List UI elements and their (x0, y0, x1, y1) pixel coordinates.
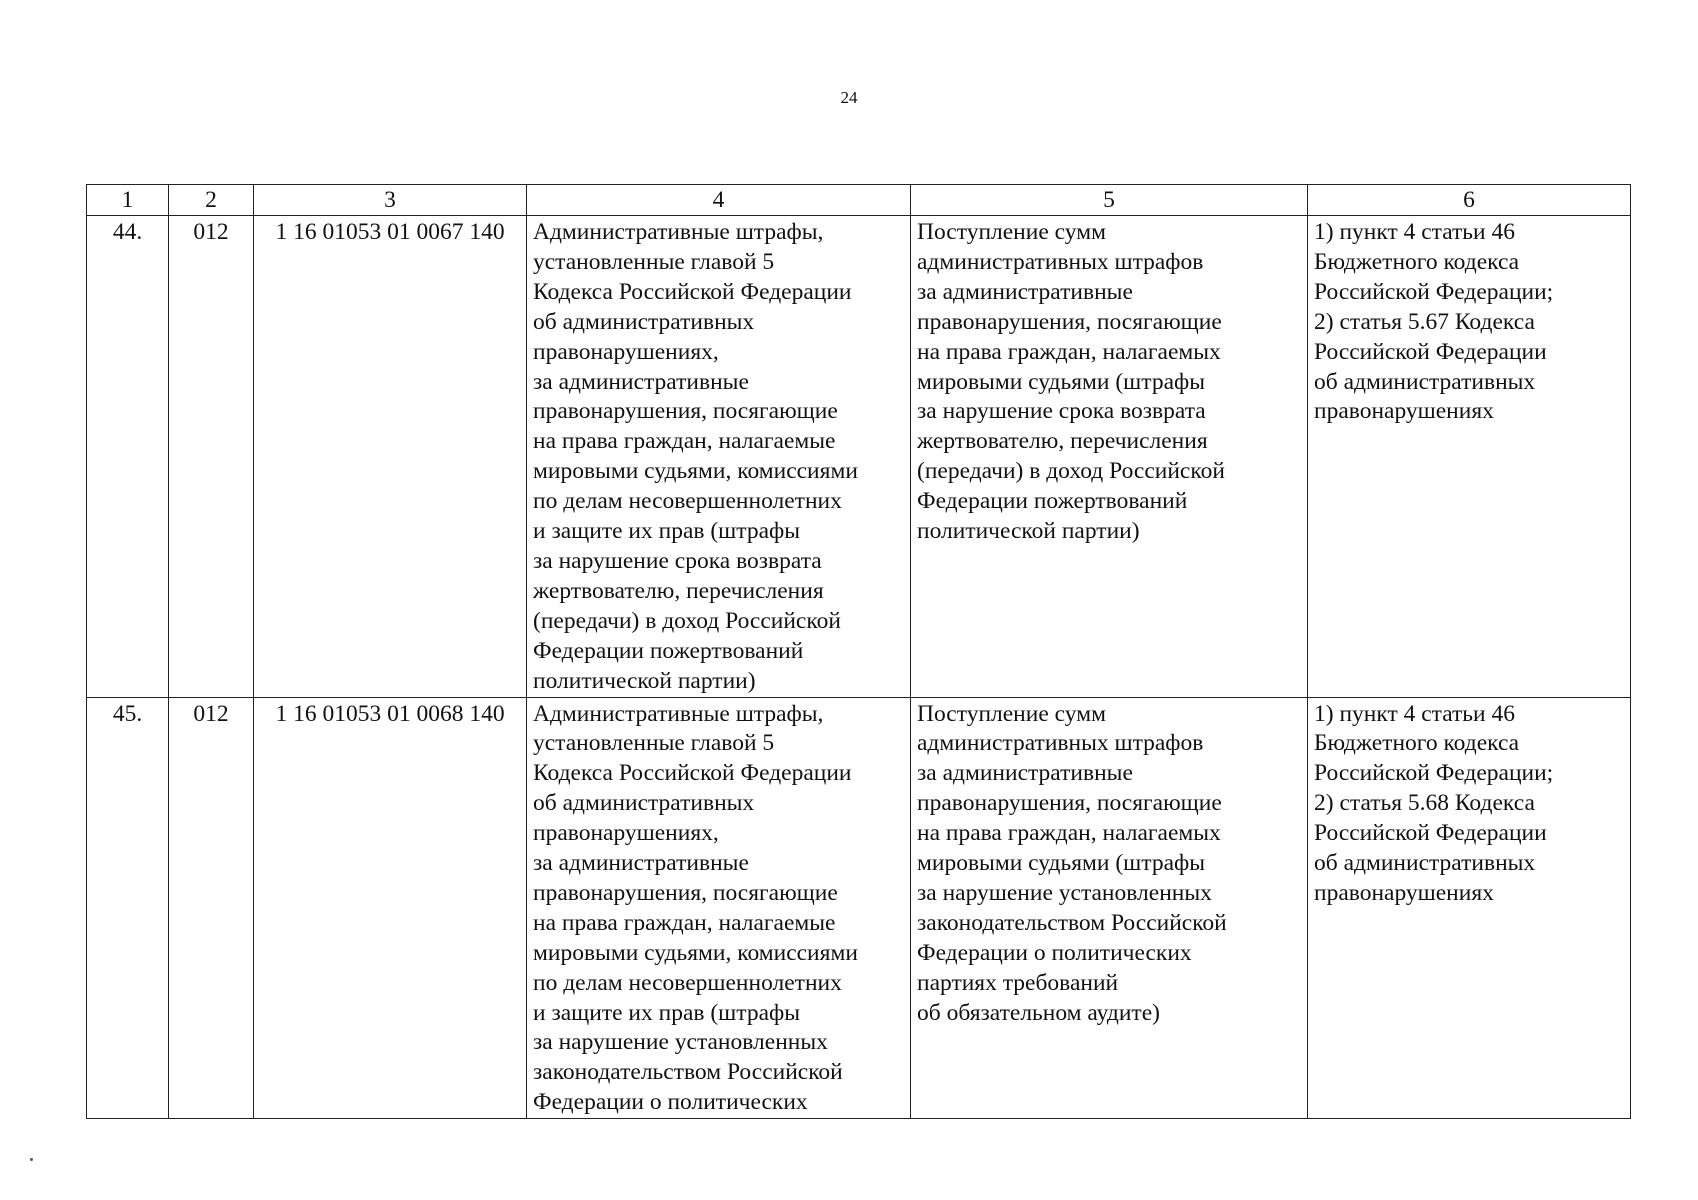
cell-text-line: жертвователю, перечисления (533, 577, 824, 604)
revenue-description-cell (911, 697, 1308, 1119)
cell-text-line: за нарушение срока возврата (533, 547, 822, 574)
cell-text-line: мировыми судьями, комиссиями (533, 939, 858, 966)
cell-text-line: на права граждан, налагаемые (533, 428, 836, 455)
scan-speck (30, 1158, 33, 1161)
cell-text-line: об обязательном аудите) (917, 999, 1160, 1026)
cell-text-line: мировыми судьями (штрафы (917, 850, 1206, 877)
admin-code: 012 (169, 216, 254, 698)
cell-text-line: Российской Федерации; (1314, 760, 1554, 787)
cell-text-line: 2) статья 5.67 Кодекса (1314, 308, 1535, 335)
legal-basis-cell (1308, 697, 1631, 1119)
cell-text-line: 1) пункт 4 статьи 46 (1314, 700, 1515, 727)
cell-text-line: законодательством Российской (917, 909, 1227, 936)
cell-text-line: правонарушения, посягающие (533, 398, 838, 425)
cell-text-line: Поступление сумм (917, 219, 1106, 245)
header-col-4: 4 (527, 185, 911, 216)
cell-text-line: жертвователю, перечисления (917, 428, 1208, 455)
cell-text-line: Федерации пожертвований (917, 488, 1188, 515)
cell-text-line: за административные (533, 368, 749, 395)
cell-text-line: за административные (917, 278, 1133, 305)
cell-text-line: правонарушениях, (533, 338, 719, 365)
cell-text-line: правонарушения, посягающие (917, 308, 1222, 335)
cell-text-line: Бюджетного кодекса (1314, 730, 1520, 757)
header-col-3: 3 (254, 185, 527, 216)
cell-text-line: политической партии) (533, 667, 756, 694)
table-row (87, 697, 1631, 1119)
cell-text-line: по делам несовершеннолетних (533, 488, 842, 515)
cell-text-line: Кодекса Российской Федерации (533, 760, 852, 787)
cell-text-line: Федерации о политических (533, 1089, 808, 1116)
cell-text-line: Административные штрафы, (533, 219, 824, 245)
cell-text-line: Административные штрафы, (533, 700, 824, 727)
cell-text-line: Федерации пожертвований (533, 637, 804, 664)
cell-text-line: Бюджетного кодекса (1314, 248, 1520, 275)
cell-text-line: об административных (533, 790, 755, 817)
cell-text-line: правонарушения, посягающие (533, 879, 838, 906)
cell-text-line: (передачи) в доход Российской (917, 458, 1225, 485)
cell-text-line: за нарушение срока возврата (917, 398, 1206, 425)
cell-text-line: по делам несовершеннолетних (533, 969, 842, 996)
cell-text-line: за нарушение установленных (917, 879, 1212, 906)
header-col-2: 2 (169, 185, 254, 216)
cell-text-line: на права граждан, налагаемые (533, 909, 836, 936)
revenue-name-cell (527, 216, 911, 698)
cell-text-line: правонарушениях (1314, 398, 1494, 425)
admin-code: 012 (169, 697, 254, 1119)
cell-text-line: 1) пункт 4 статьи 46 (1314, 219, 1515, 245)
cell-text-line: за административные (917, 760, 1133, 787)
table-row (87, 216, 1631, 698)
cell-text-line: Кодекса Российской Федерации (533, 278, 852, 305)
cell-text-line: правонарушениях, (533, 820, 719, 847)
revenue-name-cell (527, 697, 911, 1119)
cell-text-line: политической партии) (917, 518, 1140, 545)
cell-text-line: мировыми судьями, комиссиями (533, 458, 858, 485)
cell-text-line: установленные главой 5 (533, 730, 775, 757)
cell-text-line: Российской Федерации (1314, 820, 1547, 847)
cell-text-line: мировыми судьями (штрафы (917, 368, 1206, 395)
revenue-description-cell (911, 216, 1308, 698)
cell-text-line: (передачи) в доход Российской (533, 607, 841, 634)
row-number: 45. (87, 697, 169, 1119)
header-col-5: 5 (911, 185, 1308, 216)
cell-text-line: об административных (1314, 368, 1536, 395)
cell-text-line: правонарушениях (1314, 879, 1494, 906)
cell-text-line: за нарушение установленных (533, 1029, 828, 1056)
cell-text-line: Поступление сумм (917, 700, 1106, 727)
cell-text-line: об административных (533, 308, 755, 335)
cell-text-line: и защите их прав (штрафы (533, 518, 801, 545)
cell-text-line: административных штрафов (917, 730, 1204, 757)
cell-text-line: партиях требований (917, 969, 1119, 996)
budget-classification-code: 1 16 01053 01 0068 140 (254, 697, 527, 1119)
cell-text-line: административных штрафов (917, 248, 1204, 275)
cell-text-line: 2) статья 5.68 Кодекса (1314, 790, 1535, 817)
cell-text-line: Российской Федерации; (1314, 278, 1554, 305)
row-number: 44. (87, 216, 169, 698)
header-col-1: 1 (87, 185, 169, 216)
cell-text-line: установленные главой 5 (533, 248, 775, 275)
cell-text-line: Федерации о политических (917, 939, 1192, 966)
cell-text-line: правонарушения, посягающие (917, 790, 1222, 817)
cell-text-line: на права граждан, налагаемых (917, 820, 1221, 847)
cell-text-line: об административных (1314, 850, 1536, 877)
cell-text-line: за административные (533, 850, 749, 877)
cell-text-line: и защите их прав (штрафы (533, 999, 801, 1026)
header-row (87, 185, 1631, 216)
cell-text-line: на права граждан, налагаемых (917, 338, 1221, 365)
budget-classification-code: 1 16 01053 01 0067 140 (254, 216, 527, 698)
header-col-6: 6 (1308, 185, 1631, 216)
revenue-codes-table (86, 184, 1631, 1119)
cell-text-line: законодательством Российской (533, 1059, 843, 1086)
legal-basis-cell (1308, 216, 1631, 698)
page-number: 24 (840, 88, 858, 107)
cell-text-line: Российской Федерации (1314, 338, 1547, 365)
